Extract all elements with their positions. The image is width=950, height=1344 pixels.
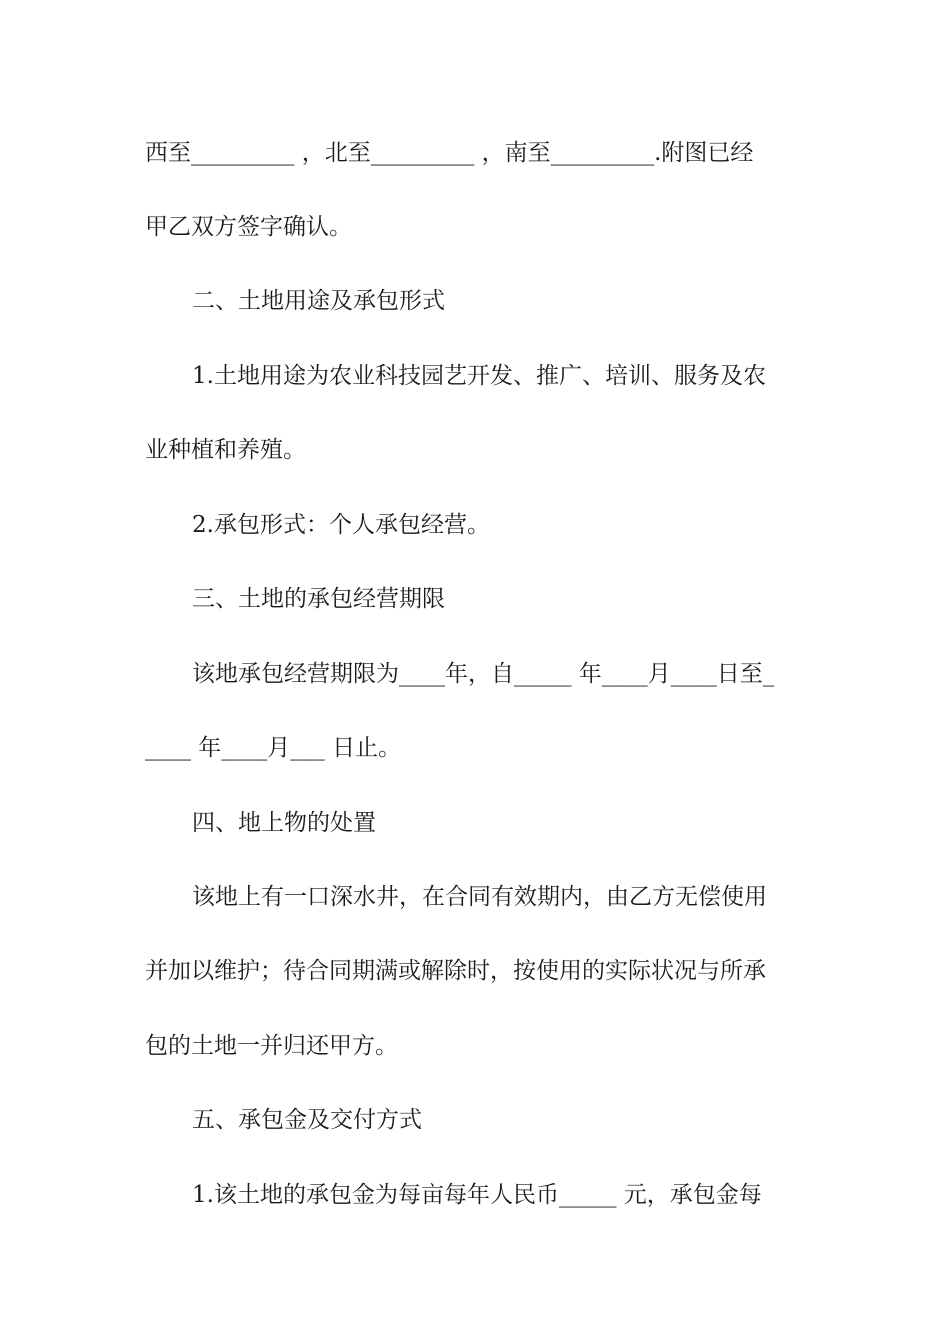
- text-line-payment-amount: 1.该土地的承包金为每亩每年人民币_____ 元，承包金每: [192, 1182, 762, 1208]
- text-line-contract-form: 2.承包形式：个人承包经营。: [192, 512, 490, 538]
- text-line-land-use-purpose: 1.土地用途为农业科技园艺开发、推广、培训、服务及农: [192, 363, 766, 389]
- section-heading-land-use: 二、土地用途及承包形式: [192, 288, 445, 314]
- section-heading-contract-term: 三、土地的承包经营期限: [192, 586, 445, 612]
- text-line-well: 该地上有一口深水井，在合同有效期内，由乙方无偿使用: [192, 884, 767, 910]
- text-line-contract-term-cont: ____ 年____月___ 日止。: [145, 735, 402, 761]
- section-heading-payment: 五、承包金及交付方式: [192, 1107, 422, 1133]
- text-line-contract-term: 该地承包经营期限为____年，自_____ 年____月____日至_: [192, 661, 775, 687]
- text-line-land-use-purpose-cont: 业种植和养殖。: [145, 437, 306, 463]
- section-heading-ground-objects: 四、地上物的处置: [192, 810, 376, 836]
- text-line-well-cont-2: 包的土地一并归还甲方。: [145, 1033, 398, 1059]
- text-line-well-cont: 并加以维护；待合同期满或解除时，按使用的实际状况与所承: [145, 958, 766, 984]
- text-line-boundaries: 西至_________ ，北至_________ ，南至_________.附图已经: [145, 140, 754, 166]
- text-line-confirmation: 甲乙双方签字确认。: [145, 214, 352, 240]
